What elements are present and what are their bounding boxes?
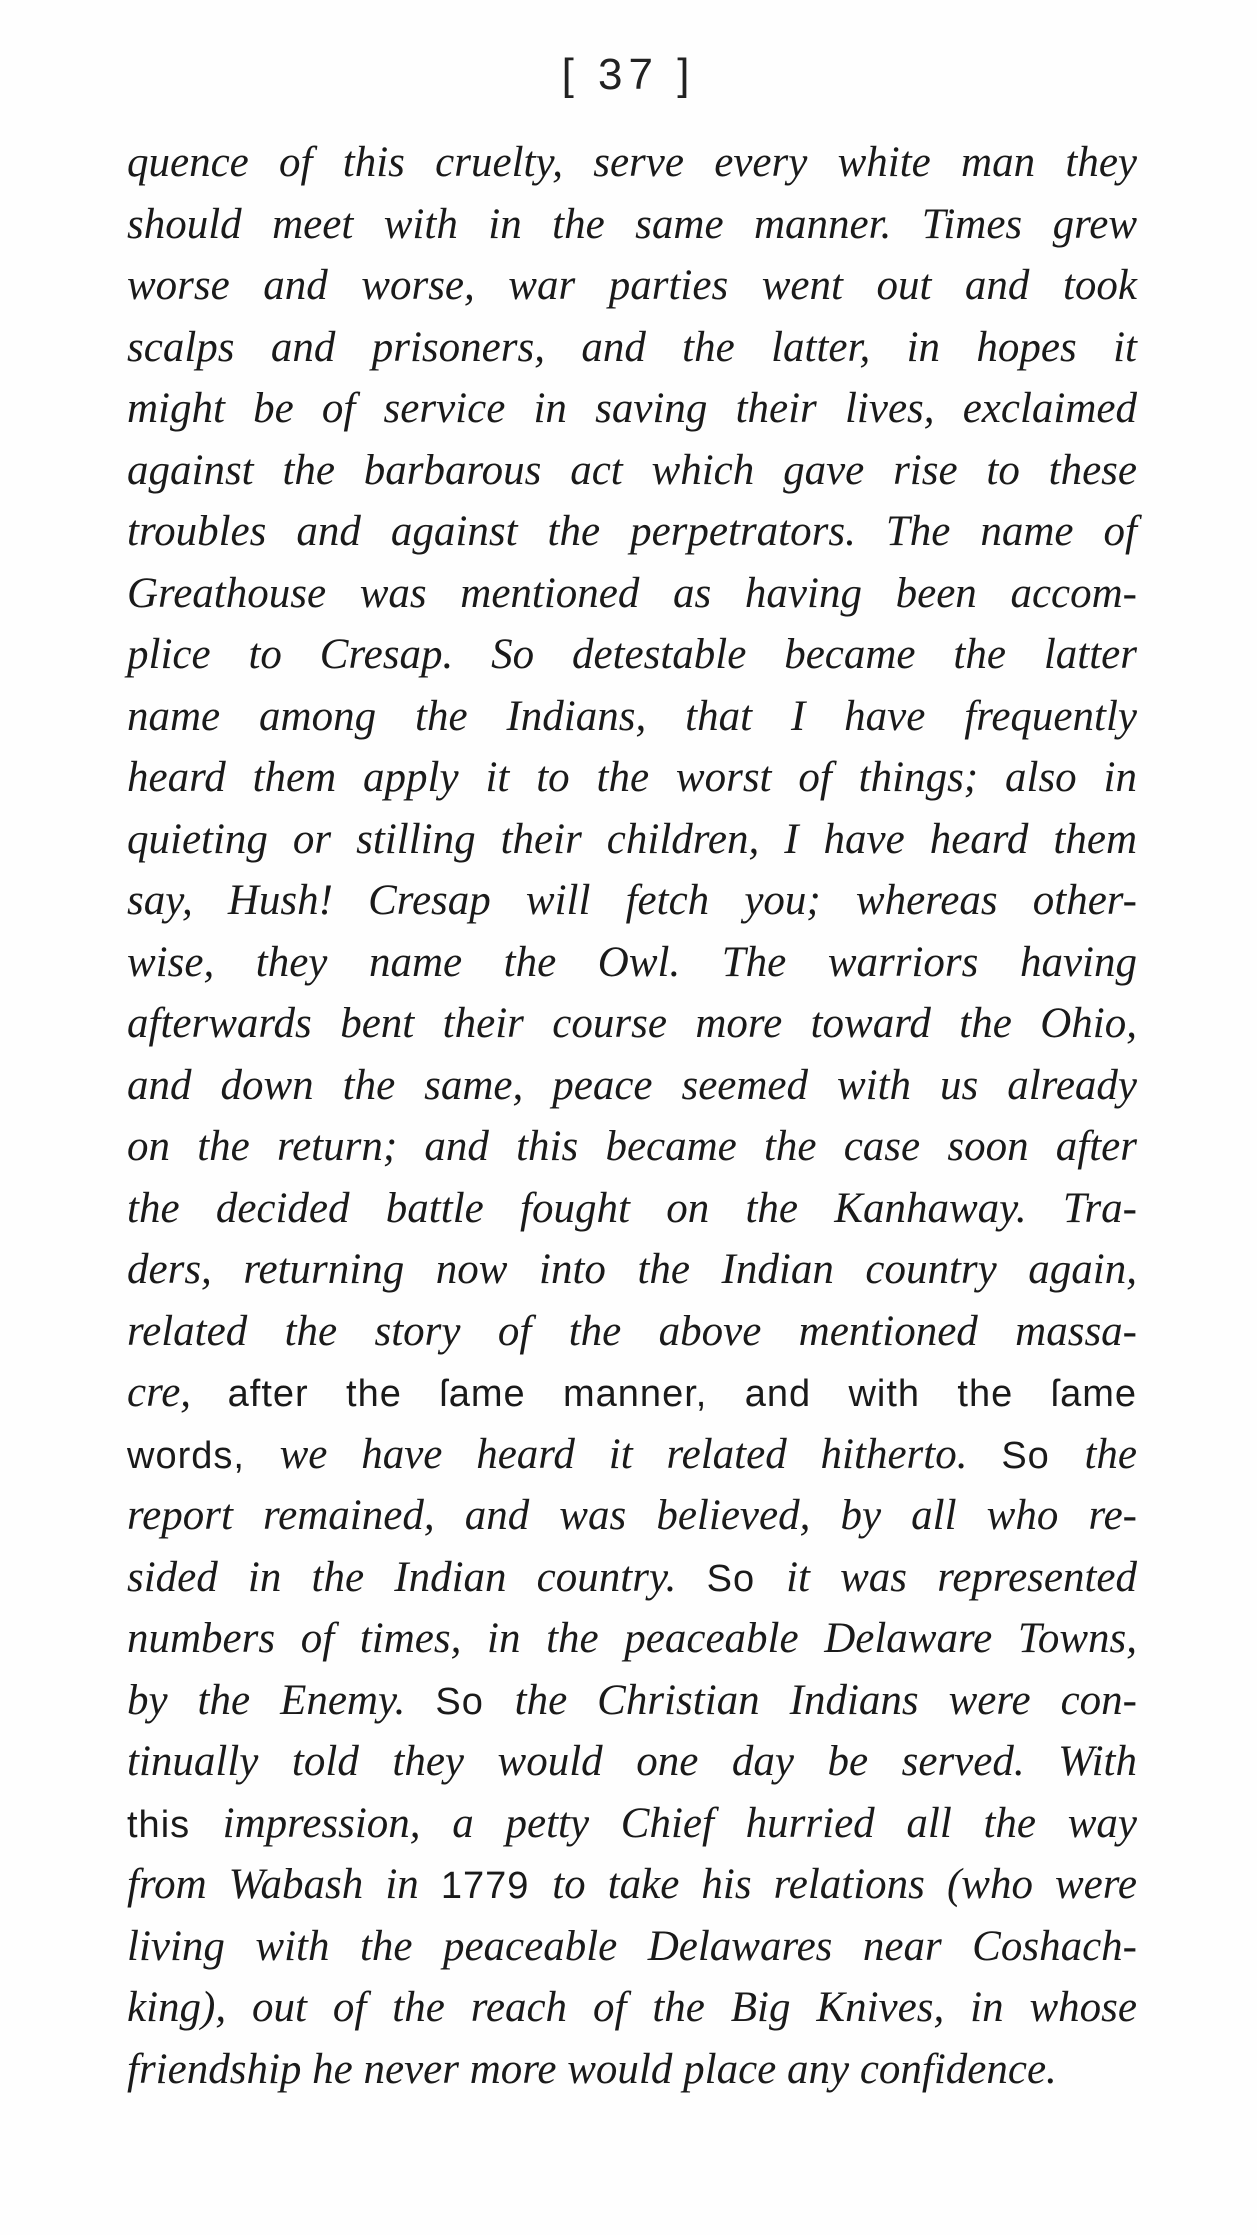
roman-text-run: 1779 [440, 1865, 553, 1907]
text-line [127, 194, 1137, 256]
italic-text-run: on the return; and this became the case soon after [127, 1123, 1137, 1170]
italic-text-run: afterwards bent their course more toward the Ohio, [127, 1000, 1137, 1047]
italic-text-run: should meet with in the same manner. Times grew [127, 200, 1137, 248]
text-line [127, 993, 1137, 1055]
text-line [127, 1670, 1137, 1732]
italic-text-run: by the Enemy. [127, 1676, 436, 1724]
text-line [127, 132, 1137, 194]
italic-text-run: scalps and prisoners, and the latter, in hopes it [127, 323, 1137, 371]
italic-text-run: might be of service in saving their lives, exclaimed [127, 385, 1137, 432]
text-line [127, 870, 1137, 932]
text-line [127, 1116, 1137, 1178]
text-line [127, 747, 1137, 809]
text-line [127, 1854, 1137, 1916]
italic-text-run: plice to Cresap. So detestable became the latter [127, 631, 1137, 678]
italic-text-run: impression, a petty Chief hurried all the way [222, 1799, 1137, 1847]
italic-text-run: living with the peaceable Delawares near Coshach- [127, 1922, 1137, 1970]
text-line [127, 563, 1137, 625]
text-line [127, 1424, 1137, 1486]
text-line [127, 255, 1137, 317]
text-line [127, 1362, 1137, 1424]
roman-text-run: So [706, 1557, 787, 1600]
italic-text-run: cre, [127, 1369, 228, 1416]
italic-text-run: numbers of times, in the peaceable Delaware Towns, [127, 1615, 1137, 1662]
roman-text-run: this [127, 1803, 223, 1846]
italic-text-run: the [1084, 1430, 1137, 1478]
italic-text-run: name among the Indians, that I have frequently [127, 692, 1137, 740]
text-line [127, 1301, 1137, 1363]
italic-text-run: quieting or stilling their children, I have heard them [127, 815, 1137, 863]
italic-text-run: the decided battle fought on the Kanhaway. Tra- [127, 1184, 1137, 1232]
italic-text-run: say, Hush! Cresap will fetch you; whereas other- [127, 877, 1137, 924]
text-line [127, 440, 1137, 502]
italic-text-run: related the story of the above mentioned massa- [127, 1307, 1137, 1355]
roman-text-run: So [435, 1680, 515, 1723]
italic-text-run: tinually told they would one day be served. With [127, 1738, 1137, 1785]
italic-text-run: to take his relations (who were [552, 1861, 1137, 1908]
text-line [127, 1239, 1137, 1301]
text-line [127, 809, 1137, 871]
italic-text-run: report remained, and was believed, by all who re- [127, 1492, 1137, 1539]
italic-text-run: the Christian Indians were con- [514, 1676, 1137, 1724]
text-line [127, 1793, 1137, 1855]
text-line [127, 932, 1137, 994]
italic-text-run: heard them apply it to the worst of things; also in [127, 754, 1137, 801]
text-line [127, 378, 1137, 440]
italic-text-run: ders, returning now into the Indian country again, [127, 1246, 1137, 1293]
text-line [127, 1608, 1137, 1670]
roman-text-run: after the ſame manner, and with the ſame [227, 1373, 1137, 1415]
body-text [127, 132, 1137, 2100]
italic-text-run: sided in the Indian country. [127, 1553, 707, 1601]
italic-text-run: quence of this cruelty, serve every white man they [127, 139, 1137, 186]
roman-text-run: So [1001, 1434, 1085, 1477]
text-line [127, 1178, 1137, 1240]
text-line [127, 1547, 1137, 1609]
text-line [127, 317, 1137, 379]
text-line [127, 1916, 1137, 1978]
italic-text-run: and down the same, peace seemed with us already [127, 1061, 1137, 1109]
italic-text-run: wise, they name the Owl. The warriors having [127, 938, 1137, 986]
text-line [127, 686, 1137, 748]
italic-text-run: from Wabash in [127, 1861, 441, 1908]
text-line [127, 1485, 1137, 1547]
italic-text-run: Greathouse was mentioned as having been accom- [127, 569, 1137, 617]
italic-text-run: worse and worse, war parties went out and took [127, 262, 1137, 309]
italic-text-run: troubles and against the perpetrators. The name of [127, 508, 1137, 555]
italic-text-run: we have heard it related hitherto. [279, 1430, 1002, 1478]
text-line [127, 2039, 1137, 2101]
page-number-header: [ 37 ] [561, 50, 696, 99]
text-line [127, 1055, 1137, 1117]
italic-text-run: friendship he never more would place any confidence. [127, 2045, 1057, 2093]
text-line [127, 501, 1137, 563]
text-line [127, 1731, 1137, 1793]
italic-text-run: against the barbarous act which gave rise to these [127, 446, 1137, 494]
roman-text-run: words, [127, 1434, 280, 1477]
italic-text-run: king), out of the reach of the Big Knives, in whose [127, 1984, 1137, 2031]
italic-text-run: it was represented [786, 1553, 1138, 1601]
text-line [127, 624, 1137, 686]
text-line [127, 1977, 1137, 2039]
